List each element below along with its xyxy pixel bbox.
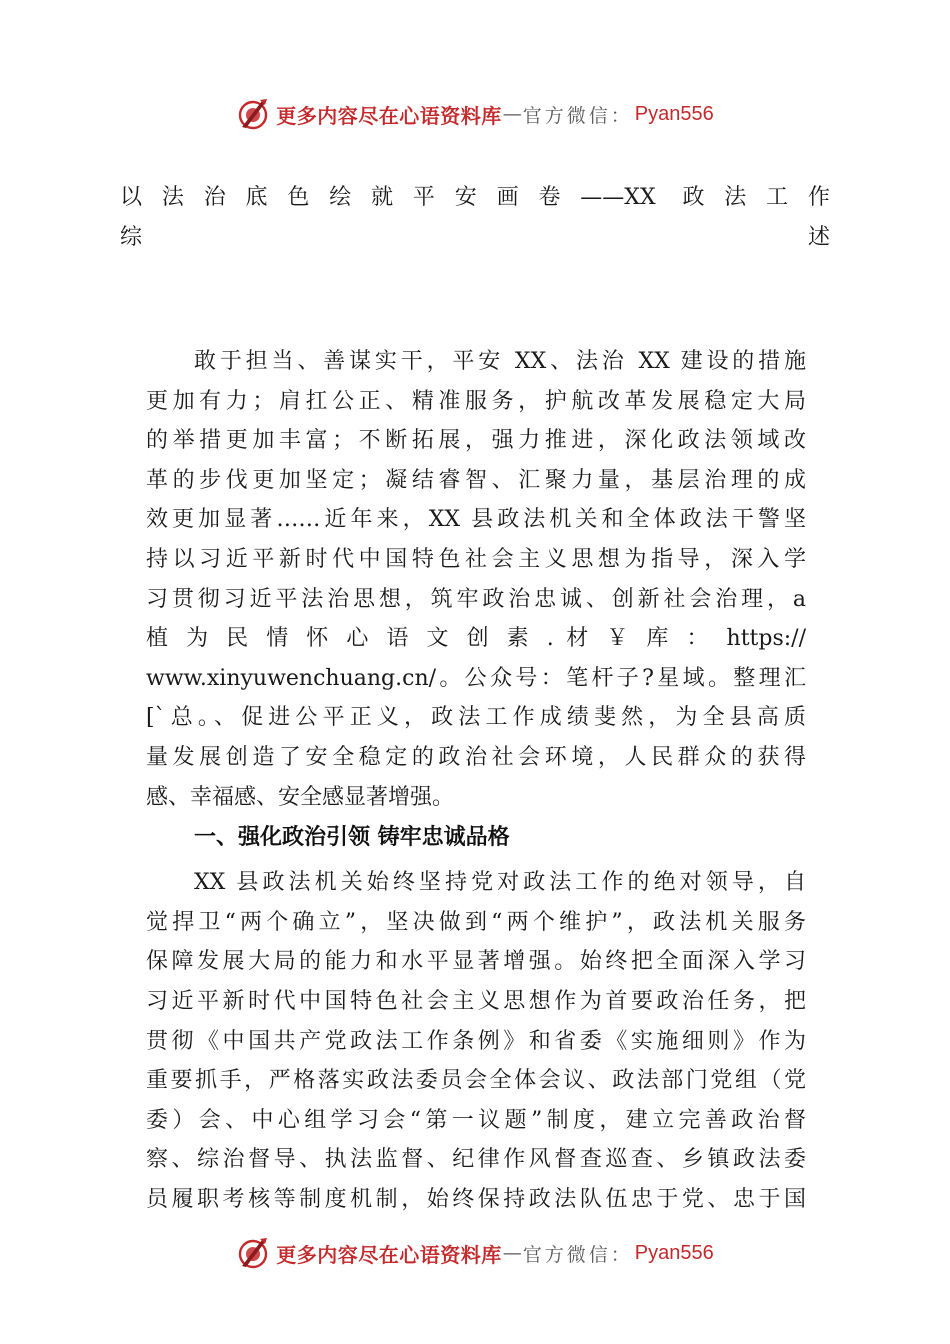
footer-banner (0, 1231, 950, 1275)
title-line-2: 综述 (120, 224, 830, 250)
text-line: 量发展创造了安全稳定的政治社会环境，人民群众的获得 (146, 744, 806, 770)
text-line: 习近平新时代中国特色社会主义思想作为首要政治任务，把 (146, 988, 806, 1014)
brand-text: 更多内容尽在心语资料库 (276, 103, 502, 128)
text-line: 员履职考核等制度机制，始终保持政法队伍忠于党、忠于国 (146, 1186, 806, 1212)
text-line: 感、幸福感、安全感显著增强。 (146, 784, 455, 810)
text-line: 的举措更加丰富；不断拓展，强力推进，深化政法领域改 (146, 428, 806, 454)
text-line: 习贯彻习近平法治思想，筑牢政治忠诚、创新社会治理，a (146, 586, 806, 612)
text-line: 保障发展大局的能力和水平显著增强。始终把全面深入学习 (146, 949, 806, 975)
wechat-id: Pyan556 (634, 1241, 714, 1264)
banner-dash: — (502, 1242, 522, 1264)
text-line: 更加有力；肩扛公正、精准服务，护航改革发展稳定大局 (146, 388, 806, 414)
text-line: 植 为 民 情 怀 心 语 文 创 素 . 材 ￥ 库 ： https:// (146, 626, 806, 652)
document-title (120, 178, 830, 257)
header-banner (0, 92, 950, 136)
text-line: 持以习近平新时代中国特色社会主义思想为指导，深入学 (146, 546, 806, 572)
paragraph-1 (146, 342, 806, 817)
section-heading-1: 一、强化政治引领 铸牢忠诚品格 (194, 825, 510, 851)
text-line: 革的步伐更加坚定；凝结睿智、汇聚力量，基层治理的成 (146, 467, 806, 493)
document-body (146, 342, 806, 1219)
banner-dash: — (502, 103, 522, 125)
title-line-1: 以法治底色绘就平安画卷——XX 政法工作 (120, 185, 830, 210)
text-line: 敢于担当、善谋实干，平安 XX、法治 XX 建设的措施 (194, 349, 806, 374)
text-line: 察、综治督导、执法监督、纪律作风督查巡查、乡镇政法委 (146, 1147, 806, 1173)
quill-seal-icon (236, 1236, 270, 1270)
text-line: 觉捍卫“两个确立”，坚决做到“两个维护”，政法机关服务 (146, 909, 806, 935)
text-line: [`总。、促进公平正义，政法工作成绩斐然，为全县高质 (146, 705, 806, 731)
text-line: 重要抓手，严格落实政法委员会全体会议、政法部门党组（党 (146, 1068, 806, 1094)
wechat-id: Pyan556 (634, 102, 714, 125)
paragraph-2 (146, 863, 806, 1219)
text-line: XX 县政法机关始终坚持党对政法工作的绝对领导，自 (194, 870, 806, 896)
quill-seal-icon (236, 97, 270, 131)
wechat-label: 官方微信： (522, 104, 633, 127)
text-line: 效更加显著……近年来，XX 县政法机关和全体政法干警坚 (146, 507, 806, 533)
brand-text: 更多内容尽在心语资料库 (276, 1242, 502, 1267)
wechat-label: 官方微信： (522, 1243, 633, 1266)
text-line: www.xinyuwenchuang.cn/。公众号：笔杆子?星域。整理汇 (146, 665, 806, 691)
text-line: 贯彻《中国共产党政法工作条例》和省委《实施细则》作为 (146, 1028, 806, 1054)
text-line: 委）会、中心组学习会“第一议题”制度，建立完善政治督 (146, 1107, 806, 1133)
